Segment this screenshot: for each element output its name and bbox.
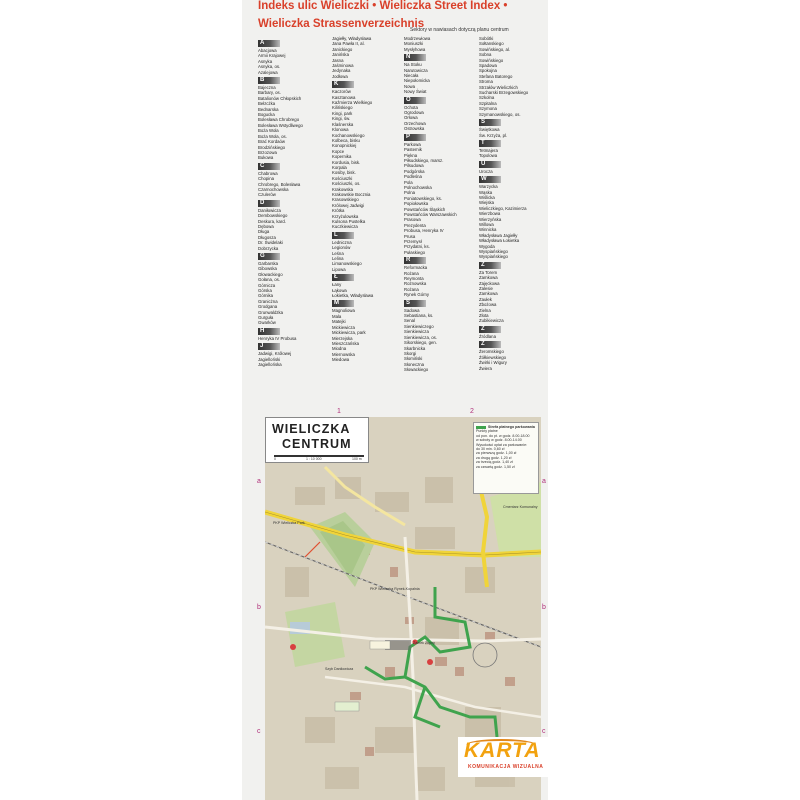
street-entry[interactable]: Jodłowa (332, 73, 348, 79)
street-entry[interactable]: Mickiewicza, park (332, 330, 366, 336)
street-entry[interactable]: Górnika (258, 293, 274, 299)
legend-line: za drugą godz. 1,20 zł (476, 455, 512, 460)
street-entry[interactable]: Stroma (479, 79, 493, 85)
street-entry[interactable]: Matejki (332, 319, 346, 325)
index-letter-header: M (332, 300, 354, 307)
index-column (479, 36, 528, 371)
index-letter-header: T (479, 140, 501, 147)
street-entry[interactable]: Dobrzycka (258, 245, 279, 251)
street-entry[interactable]: Szymanowskiego, os. (479, 111, 521, 117)
street-entry[interactable]: Kaczorów (332, 89, 351, 95)
index-letter-header: C (258, 163, 280, 170)
map-title: WIELICZKA (272, 422, 351, 436)
street-entry[interactable]: Abacjowa (258, 48, 277, 53)
map-place-label: Zamek Żupny (413, 641, 435, 645)
street-entry[interactable]: Pasternik (404, 147, 422, 153)
street-entry[interactable]: Żwirki i Wigury (479, 360, 507, 366)
street-entry[interactable]: Sołtanskiego (479, 41, 504, 47)
street-entry[interactable]: Słoneczna (404, 361, 425, 367)
street-entry[interactable]: Skarbnicka (404, 345, 426, 351)
street-entry[interactable]: Jaśminowa (332, 63, 354, 69)
street-entry[interactable]: Władysława Łokietka (479, 238, 520, 244)
street-entry[interactable]: Podleśna (404, 174, 422, 180)
street-entry[interactable]: Zubikiewicza (479, 318, 504, 324)
street-entry[interactable]: Szymona (479, 106, 497, 112)
street-entry[interactable]: Dembowskiego (258, 213, 288, 219)
street-entry[interactable]: Świętkowa (479, 127, 500, 133)
legend-title: Strefa płatnego parkowania (488, 425, 535, 429)
street-entry[interactable]: Orzechowa (404, 120, 426, 126)
street-entry[interactable]: Stefana Batorego (479, 73, 513, 79)
index-column (332, 36, 373, 363)
street-entry[interactable]: Krótka (332, 208, 345, 214)
street-entry[interactable]: Ochota (404, 104, 418, 110)
map-place-label: Szyb Danilowicza (325, 667, 354, 671)
street-entry[interactable]: Deskura, kard. (258, 218, 286, 224)
street-entry[interactable]: Henryka IV Probusa (258, 335, 297, 341)
index-letter-header: L (332, 232, 354, 239)
street-entry[interactable]: Św. Krzyża, pl. (479, 132, 508, 138)
index-title-line2: Wieliczka Strassenverzeichnis (258, 18, 425, 30)
grid-label-left-b: b (257, 604, 261, 611)
index-letter-header: Ź (479, 326, 501, 333)
street-entry[interactable]: Jasna (332, 57, 344, 63)
street-entry[interactable]: Sikorskiego, gen. (404, 340, 437, 346)
street-entry[interactable]: Kaźmierza Wielkiego (332, 100, 373, 106)
street-entry[interactable]: Mierzejska (332, 335, 353, 341)
street-entry[interactable]: Żółkiewskiego (479, 354, 506, 360)
index-letter-header: H (258, 328, 280, 335)
street-entry[interactable]: Batalionów Chłopskich (258, 95, 302, 101)
index-letter-header: W (479, 176, 501, 183)
legend-line: za pierwszą godz. 1,00 zł (476, 451, 517, 456)
street-entry[interactable]: Granicżna (258, 298, 278, 304)
street-entry[interactable]: Kilińskiego (332, 105, 353, 111)
street-entry[interactable]: Nowa (404, 83, 415, 89)
grid-label-top-1: 1 (337, 408, 341, 415)
street-entry[interactable]: Grunwaldzka (258, 309, 284, 315)
street-entry[interactable]: Ledniczna (332, 239, 352, 245)
street-entry[interactable]: Nowy Świat (404, 89, 427, 95)
street-entry[interactable]: Kolbeca, bisku (332, 137, 360, 143)
street-entry[interactable]: Probusa, Henryka IV (404, 228, 444, 234)
street-entry[interactable]: Słomiński (404, 356, 423, 362)
street-entry[interactable]: Zielna (479, 307, 491, 313)
index-letter-header: N (404, 54, 426, 61)
street-entry[interactable]: Sienkiewiczego (404, 323, 434, 329)
street-entry[interactable]: Chrobrego, Bolesława (258, 181, 301, 187)
index-letter-header: S (404, 300, 426, 307)
street-entry[interactable]: Piłsudskiego, marsz. (404, 157, 444, 163)
street-entry[interactable]: Polna (404, 190, 415, 196)
street-entry[interactable]: Grodgana (258, 304, 278, 310)
street-entry[interactable]: Długosza (258, 234, 276, 240)
street-entry[interactable]: Brzozowa (258, 149, 277, 155)
street-entry[interactable]: Poniatowskiego, ks. (404, 195, 442, 201)
street-entry[interactable]: Bednarska (258, 106, 279, 112)
street-entry[interactable]: Zaułek (479, 296, 492, 302)
parking-legend (473, 422, 539, 494)
street-entry[interactable]: Spadowa (479, 63, 497, 69)
street-entry[interactable]: Limanowskiego (332, 261, 362, 267)
street-entry[interactable]: Warzycka (479, 184, 498, 190)
street-entry[interactable]: Kasztanowa (332, 94, 356, 100)
index-letter-header: P (404, 134, 426, 141)
street-entry[interactable]: Topolowa (479, 153, 498, 159)
street-entry[interactable]: Kordusia, bisk. (332, 159, 361, 165)
street-entry[interactable]: Skorgi (404, 350, 417, 356)
grid-label-right-b: b (542, 604, 546, 611)
street-entry[interactable]: Rożana (404, 286, 419, 292)
index-letter-header: D (258, 200, 280, 207)
street-entry[interactable]: Gołana, os. (258, 277, 280, 283)
street-entry[interactable]: Złota (479, 313, 489, 319)
street-entry[interactable]: Przydatni, ks. (404, 244, 430, 250)
street-entry[interactable]: Jagiełły, Władysława (332, 36, 372, 41)
street-entry[interactable]: Moniuszki (404, 41, 424, 47)
index-letter-header: B (258, 77, 280, 84)
legend-line: od pon. do pt. w godz. 8.00-18.00 (476, 433, 530, 438)
street-entry[interactable]: Górnicza (258, 282, 276, 288)
street-entry[interactable]: Jedynaka (332, 68, 351, 74)
street-entry[interactable]: Jagielloński (258, 356, 281, 362)
street-entry[interactable]: Sowińskiego (479, 57, 504, 63)
street-entry[interactable]: Wyspiańskiego (479, 249, 508, 254)
street-entry[interactable]: Jagiellońska (258, 362, 282, 368)
index-letter-header: G (258, 253, 280, 260)
street-entry[interactable]: Armii Krajowej (258, 53, 286, 59)
street-entry[interactable]: Przemysł (404, 239, 422, 244)
street-entry[interactable]: Wygoda (479, 243, 495, 249)
street-entry[interactable]: Bolesława Wstydliwego (258, 122, 303, 128)
index-title-line1: Indeks ulic Wieliczki • Wieliczka Street Index • (258, 0, 508, 12)
scale-label-ratio: 1 : 10 000 (306, 457, 322, 461)
street-entry[interactable]: Górska (258, 288, 272, 294)
street-entry[interactable]: Kuczkiewicza (332, 224, 358, 230)
street-entry[interactable]: Szkolna (479, 95, 495, 101)
logo-tagline: KOMUNIKACJA WIZUALNA (468, 764, 544, 770)
street-entry[interactable]: Głowackiego (258, 271, 283, 277)
street-entry[interactable]: Szpitalna (479, 100, 497, 106)
street-entry[interactable]: Parkowa (404, 141, 421, 147)
index-column (258, 38, 303, 368)
street-entry[interactable]: Kulsona Pustelka (332, 219, 366, 224)
index-letter-header: Ł (332, 274, 354, 281)
legend-line: za czwartą godz. 1,50 zł (476, 464, 515, 469)
grid-label-right-c: c (542, 728, 546, 735)
street-entry[interactable]: Jana Pawła II, al. (332, 41, 365, 47)
street-entry[interactable]: Zalesie (479, 286, 493, 292)
street-entry[interactable]: Korpala (332, 164, 347, 170)
street-entry[interactable]: Mysłyhowa (404, 46, 426, 52)
street-entry[interactable]: Na Stoku (404, 62, 422, 68)
street-entry[interactable]: Willowa (479, 221, 494, 227)
scale-label-end: 100 m (352, 457, 362, 461)
street-entry[interactable]: Strzałów Wieliczkich (479, 84, 518, 90)
scale-label-start: 0 (274, 457, 276, 461)
street-entry[interactable]: Daniłowicza (258, 207, 281, 213)
street-entry[interactable]: Bełzcżka (258, 101, 276, 107)
street-entry[interactable]: Zamkowa (479, 275, 498, 281)
street-entry[interactable]: Wieliczkiego, Kazimierza (479, 205, 527, 211)
street-entry[interactable]: Sienkiewicza (404, 329, 429, 335)
index-letter-header: A (258, 40, 280, 47)
street-entry[interactable]: Bolesława Chrobrego (258, 117, 300, 123)
street-entry[interactable]: Żeromskiego (479, 349, 504, 355)
street-entry[interactable]: Reymonta (404, 276, 424, 282)
street-entry[interactable]: Gibowska (258, 266, 277, 272)
street-entry[interactable]: Rynek Górny (404, 292, 430, 298)
street-entry[interactable]: Gurguła (258, 315, 274, 321)
street-entry[interactable]: Popiołowska (404, 201, 429, 207)
street-entry[interactable]: Kingi, św. (332, 116, 351, 122)
street-entry[interactable]: Łany (332, 282, 342, 288)
map-place-label: PKP Wieliczka Park (273, 521, 305, 525)
street-entry[interactable]: Urocza (479, 168, 493, 174)
street-entry[interactable]: Dr. Świdelaki (258, 240, 283, 246)
street-entry[interactable]: Janińska (332, 52, 349, 58)
street-entry[interactable]: Modrzewiowa (404, 36, 431, 41)
street-entry[interactable]: Niepołomicka (404, 78, 430, 84)
street-entry[interactable]: Krakowska (332, 186, 354, 192)
index-letter-header: Ż (479, 341, 501, 348)
index-letter-header: S (479, 119, 501, 126)
street-entry[interactable]: Bajeczna (258, 85, 276, 91)
street-entry[interactable]: Pułaskiego (404, 249, 426, 255)
street-entry[interactable]: Klaśnerska (332, 121, 354, 127)
street-entry[interactable]: Sucharski Brzegowskiego (479, 90, 529, 96)
street-entry[interactable]: Sobna (479, 52, 492, 58)
street-entry[interactable]: Pola (404, 179, 413, 185)
grid-label-left-a: a (257, 478, 261, 485)
street-entry[interactable]: Długa (258, 229, 270, 235)
street-entry[interactable]: Gwarków (258, 320, 276, 326)
street-entry[interactable]: Polnochowska (404, 184, 432, 190)
street-entry[interactable]: Mickiewicza (332, 324, 355, 330)
street-entry[interactable]: Boża Wola (258, 128, 279, 134)
street-entry[interactable]: Senal (404, 318, 415, 324)
legend-line: Punkty płatne (476, 429, 498, 434)
legend-line: Wysokości opłat za parkowanie: (476, 442, 528, 447)
street-entry[interactable]: Kościuszki (332, 175, 353, 181)
street-entry[interactable]: Legionów (332, 245, 351, 251)
street-entry[interactable]: Kochanowskiego (332, 132, 365, 138)
street-entry[interactable]: Janickiego (332, 46, 353, 52)
street-entry[interactable]: Piękna (404, 152, 418, 158)
street-entry[interactable]: Miedowa (332, 357, 350, 363)
street-entry[interactable]: Sobótki (479, 36, 494, 41)
street-entry[interactable]: Tetmajera (479, 147, 498, 153)
street-entry[interactable]: Asnyka (258, 58, 273, 64)
grid-labels-top (242, 407, 548, 417)
street-entry[interactable]: Źródlana (479, 333, 496, 339)
street-entry[interactable]: Zamkowa (479, 291, 498, 297)
street-entry[interactable]: Władysława Jagiełły (479, 232, 518, 238)
street-entry[interactable]: Kopce (332, 148, 345, 154)
street-entry[interactable]: Czulerów (258, 192, 276, 198)
street-entry[interactable]: Wąska (479, 189, 493, 195)
street-entry[interactable]: Łąkowa (332, 287, 347, 293)
street-entry[interactable]: Reformacka (404, 265, 428, 271)
street-entry[interactable]: Konopnickiej (332, 143, 357, 149)
street-entry[interactable]: Łokietka, Władysława (332, 293, 374, 299)
street-entry[interactable]: Kosiby, bisk. (332, 170, 356, 176)
street-entry[interactable]: Ogrodowa (404, 110, 424, 116)
street-entry[interactable]: Magnoliowa (332, 308, 355, 314)
street-entry[interactable]: Kingi, park (332, 110, 353, 116)
street-entry[interactable]: Powstańców Śląskich (404, 206, 446, 212)
street-entry[interactable]: Winnicka (479, 227, 497, 233)
street-entry[interactable]: Żwiera (479, 365, 492, 371)
street-entry[interactable]: Brać Kordaów (258, 139, 285, 145)
index-letter-header: Z (479, 262, 501, 269)
street-entry[interactable]: Krasowskiego (332, 197, 359, 203)
street-entry[interactable]: Narutowicza (404, 67, 428, 73)
grid-label-right-a: a (542, 478, 546, 485)
map-place-label: Cmentarz Komunalny (503, 505, 538, 509)
street-entry[interactable]: Leśna (332, 250, 344, 256)
index-letter-header: U (479, 161, 501, 168)
index-letter-header: O (404, 97, 426, 104)
street-entry[interactable]: Sadowa (404, 307, 420, 313)
street-entry[interactable]: Dębowa (258, 223, 274, 229)
street-entry[interactable]: Sienkiewicza, os. (404, 334, 437, 340)
street-entry[interactable]: Wiejska (479, 200, 495, 206)
street-entry[interactable]: Lipowa (332, 266, 346, 272)
index-column (404, 36, 457, 373)
street-entry[interactable]: Spokojna (479, 68, 497, 74)
street-entry[interactable]: Barbary, os. (258, 90, 281, 96)
index-header (258, 0, 548, 31)
street-entry[interactable]: Orłowa (404, 115, 418, 121)
street-entry[interactable]: Miernowska (332, 351, 355, 357)
street-entry[interactable]: Chabrowa (258, 170, 278, 176)
street-entry[interactable]: Asnyka, os. (258, 64, 281, 70)
grid-label-top-2: 2 (470, 408, 474, 415)
index-letter-header: R (404, 257, 426, 264)
street-entry[interactable]: Prezydenta (404, 222, 426, 228)
street-entry[interactable]: Mala (332, 313, 342, 319)
street-entry[interactable]: Słowackiego (404, 367, 429, 373)
logo-brand: KARTA (464, 739, 541, 762)
street-entry[interactable]: Pilsudowa (404, 163, 424, 169)
street-entry[interactable]: Bukowa (258, 155, 274, 161)
street-entry[interactable]: Królowej Jadwigi (332, 202, 365, 208)
street-entry[interactable]: Prasowa (404, 217, 421, 223)
street-entry[interactable]: Garbarska (258, 261, 279, 266)
map-subtitle: CENTRUM (282, 437, 352, 451)
street-entry[interactable]: Miodna (332, 346, 347, 352)
street-entry[interactable]: Krakowskie Bocznia (332, 191, 371, 197)
street-entry[interactable]: Chopina (258, 176, 275, 182)
legend-lines (476, 429, 536, 469)
street-entry[interactable]: Krzyżulowska (332, 213, 359, 219)
street-entry[interactable]: Powstańców Warszawskich (404, 211, 457, 217)
street-entry[interactable]: Prusa (404, 233, 416, 239)
index-letter-header: K (332, 81, 354, 88)
street-entry[interactable]: Brodzińskiego (258, 144, 285, 150)
street-entry[interactable]: Mieszczańska (332, 340, 359, 346)
street-entry[interactable]: Wierzyńska (479, 216, 502, 222)
street-entry[interactable]: Czarnochowska (258, 186, 289, 192)
street-entry[interactable]: Lelina (332, 256, 344, 262)
street-entry[interactable]: Klonowa (332, 127, 349, 133)
street-entry[interactable]: Wierzbowa (479, 211, 501, 217)
street-entry[interactable]: Podgórska (404, 168, 425, 174)
map-place-label: PKP Wieliczka Rynek-Kopalnia (370, 587, 420, 591)
legend-line: w soboty w godz. 8.00-14.00 (476, 438, 522, 443)
legend-line: do 30 min. 0,60 zł (476, 447, 505, 452)
street-entry[interactable]: Ostrowska (404, 126, 425, 132)
street-entry[interactable]: Rożnowska (404, 281, 427, 287)
index-note: Sektory w nawiasach dotyczą planu centrum (410, 27, 509, 33)
street-entry[interactable]: Sebastiana, ks. (404, 313, 434, 319)
street-entry[interactable]: Zbożowa (479, 302, 497, 308)
street-entry[interactable]: Bogucka (258, 112, 275, 118)
street-entry[interactable]: Kościuszki, os. (332, 181, 361, 187)
green-swatch (476, 426, 486, 429)
index-letter-header: J (258, 343, 280, 350)
street-entry[interactable]: Za Torem (479, 269, 498, 275)
map-title-box (265, 417, 369, 463)
street-entry[interactable]: Wiślicka (479, 194, 495, 200)
karta-logo (458, 737, 550, 777)
street-entry[interactable]: Jadwigi, Królowej (258, 351, 292, 357)
street-entry[interactable]: Boża Wola, os. (258, 133, 287, 139)
grid-label-left-c: c (257, 728, 261, 735)
street-entry[interactable]: Sowińskiego, al. (479, 46, 511, 52)
street-entry[interactable]: Wyspiańskiego (479, 254, 508, 260)
street-entry[interactable]: Kopernika (332, 154, 352, 160)
street-entry[interactable]: Azalejowa (258, 69, 278, 75)
street-entry[interactable]: Rożana (404, 270, 419, 276)
street-entry[interactable]: Niecała (404, 73, 419, 79)
legend-line: za trzecią godz. 1,40 zł (476, 460, 513, 465)
street-entry[interactable]: Zajęckowa (479, 280, 500, 286)
